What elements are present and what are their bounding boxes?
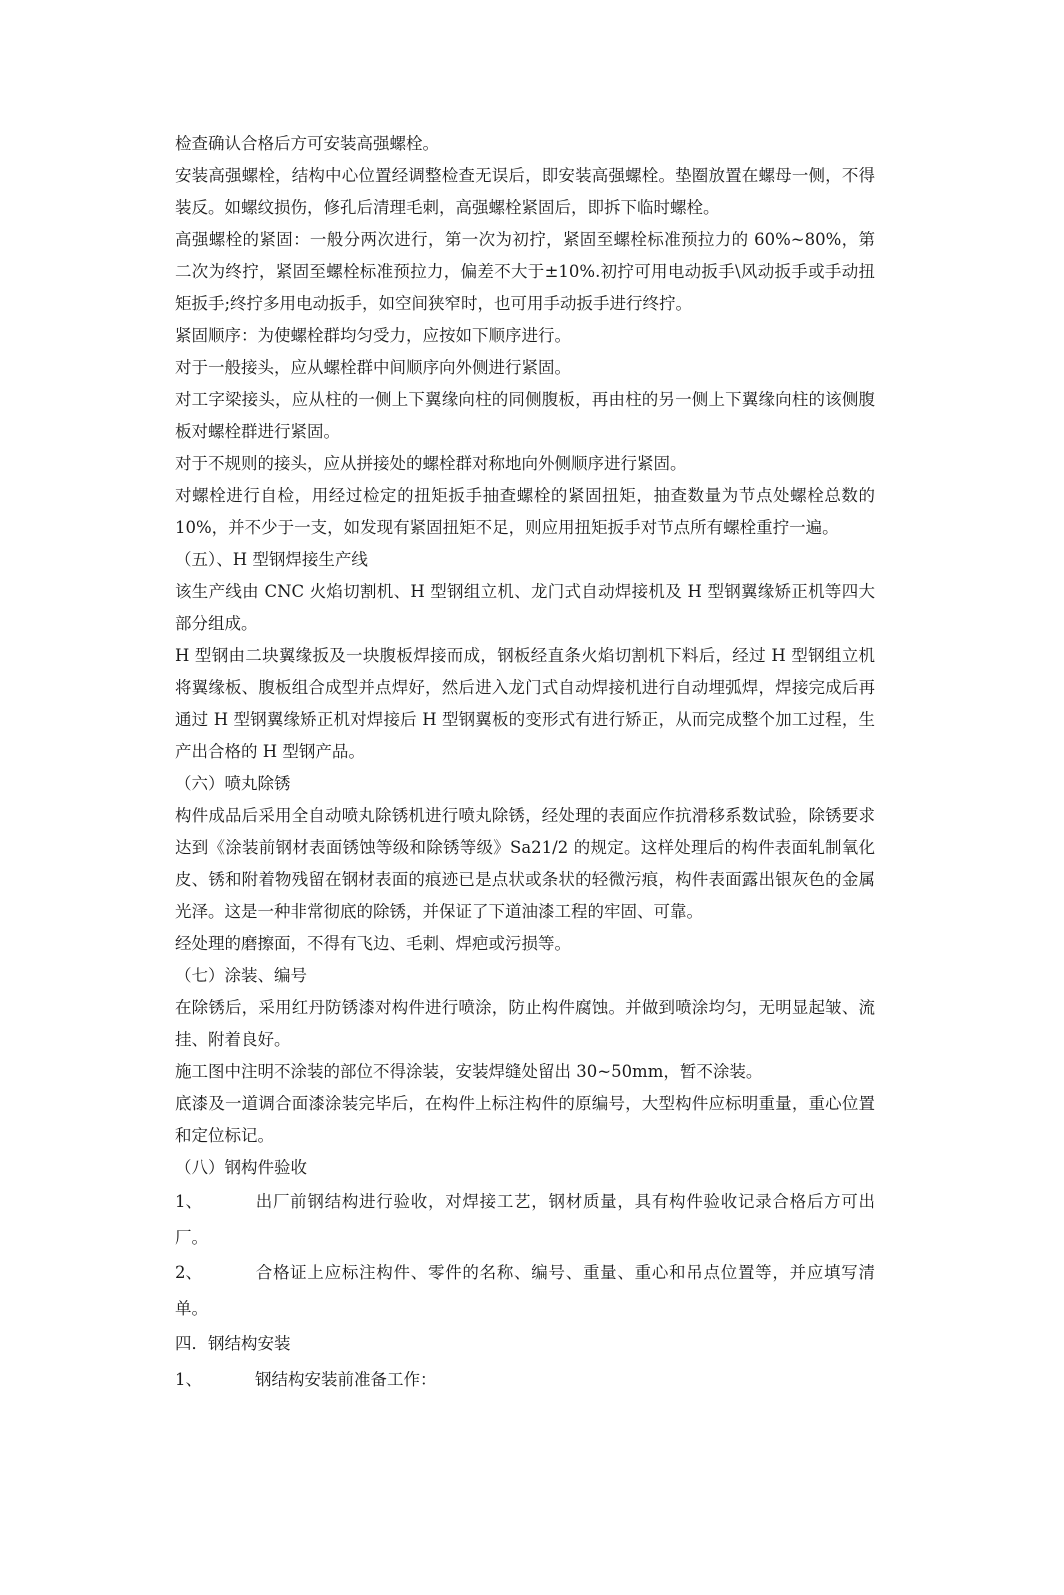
- paragraph: 对工字梁接头，应从柱的一侧上下翼缘向柱的同侧腹板，再由柱的另一侧上下翼缘向柱的该侧腹板对螺栓群进行紧固。: [175, 390, 875, 441]
- paragraph: 检查确认合格后方可安装高强螺栓。: [175, 134, 439, 153]
- section-heading: （六）喷丸除锈: [175, 774, 291, 793]
- paragraph: 经处理的磨擦面，不得有飞边、毛刺、焊疤或污损等。: [175, 934, 571, 953]
- list-item: [175, 1184, 875, 1255]
- paragraph: H 型钢由二块翼缘扳及一块腹板焊接而成，钢板经直条火焰切割机下料后，经过 H 型钢组立机将翼缘板、腹板组合成型并点焊好，然后进入龙门式自动焊接机进行自动埋弧焊，焊接完成后再通过 H 型钢翼缘矫正机对焊接后 H 型钢翼板的变形式有进行矫正，从而完成整个加工过程，生产出合格的 H 型钢产品。: [175, 646, 875, 761]
- list-text: 出厂前钢结构进行验收，对焊接工艺，钢材质量，具有构件验收记录合格后方可出厂。: [175, 1192, 875, 1247]
- paragraph: 对于不规则的接头，应从拼接处的螺栓群对称地向外侧顺序进行紧固。: [175, 454, 687, 473]
- list-text: 合格证上应标注构件、零件的名称、编号、重量、重心和吊点位置等，并应填写清单。: [175, 1263, 875, 1318]
- document-body: [175, 128, 875, 1397]
- paragraph: 构件成品后采用全自动喷丸除锈机进行喷丸除锈，经处理的表面应作抗滑移系数试验，除锈要求达到《涂装前钢材表面锈蚀等级和除锈等级》Sa21/2 的规定。这样处理后的构件表面轧制氧化皮、锈和附着物残留在钢材表面的痕迹已是点状或条状的轻微污痕，构件表面露出银灰色的金属光泽。这是一种非常彻底的除锈，并保证了下道油漆工程的牢固、可靠。: [175, 806, 875, 921]
- paragraph: 紧固顺序：为使螺栓群均匀受力，应按如下顺序进行。: [175, 326, 571, 345]
- list-item: [175, 1255, 875, 1326]
- chapter-heading: 四．钢结构安装: [175, 1334, 291, 1353]
- list-number: 1、: [175, 1369, 202, 1389]
- paragraph: 高强螺栓的紧固：一般分两次进行，第一次为初拧，紧固至螺栓标准预拉力的 60%~80%，第二次为终拧，紧固至螺栓标准预拉力，偏差不大于±10%.初拧可用电动扳手\风动扳手或手动扭矩扳手;终拧多用电动扳手，如空间狭窄时，也可用手动扳手进行终拧。: [175, 230, 875, 313]
- paragraph: 底漆及一道调合面漆涂装完毕后，在构件上标注构件的原编号，大型构件应标明重量，重心位置和定位标记。: [175, 1094, 875, 1145]
- section-heading: （八）钢构件验收: [175, 1158, 307, 1177]
- section-heading: （五）、H 型钢焊接生产线: [175, 550, 368, 569]
- list-number: 1、: [175, 1192, 202, 1211]
- paragraph: 在除锈后，采用红丹防锈漆对构件进行喷涂，防止构件腐蚀。并做到喷涂均匀，无明显起皱、流挂、附着良好。: [175, 998, 875, 1049]
- list-item: [175, 1362, 875, 1398]
- paragraph: 该生产线由 CNC 火焰切割机、H 型钢组立机、龙门式自动焊接机及 H 型钢翼缘矫正机等四大部分组成。: [175, 582, 875, 633]
- paragraph: 施工图中注明不涂装的部位不得涂装，安装焊缝处留出 30~50mm，暂不涂装。: [175, 1062, 763, 1081]
- paragraph: 对于一般接头，应从螺栓群中间顺序向外侧进行紧固。: [175, 358, 571, 377]
- list-text: 钢结构安装前准备工作：: [255, 1369, 437, 1389]
- paragraph: 安装高强螺栓，结构中心位置经调整检查无误后，即安装高强螺栓。垫圈放置在螺母一侧，不得装反。如螺纹损伤，修孔后清理毛刺，高强螺栓紧固后，即拆下临时螺栓。: [175, 166, 875, 217]
- section-heading: （七）涂装、编号: [175, 966, 307, 985]
- list-number: 2、: [175, 1263, 202, 1282]
- paragraph: 对螺栓进行自检，用经过检定的扭矩扳手抽查螺栓的紧固扭矩，抽查数量为节点处螺栓总数的 10%，并不少于一支，如发现有紧固扭矩不足，则应用扭矩扳手对节点所有螺栓重拧一遍。: [175, 486, 875, 537]
